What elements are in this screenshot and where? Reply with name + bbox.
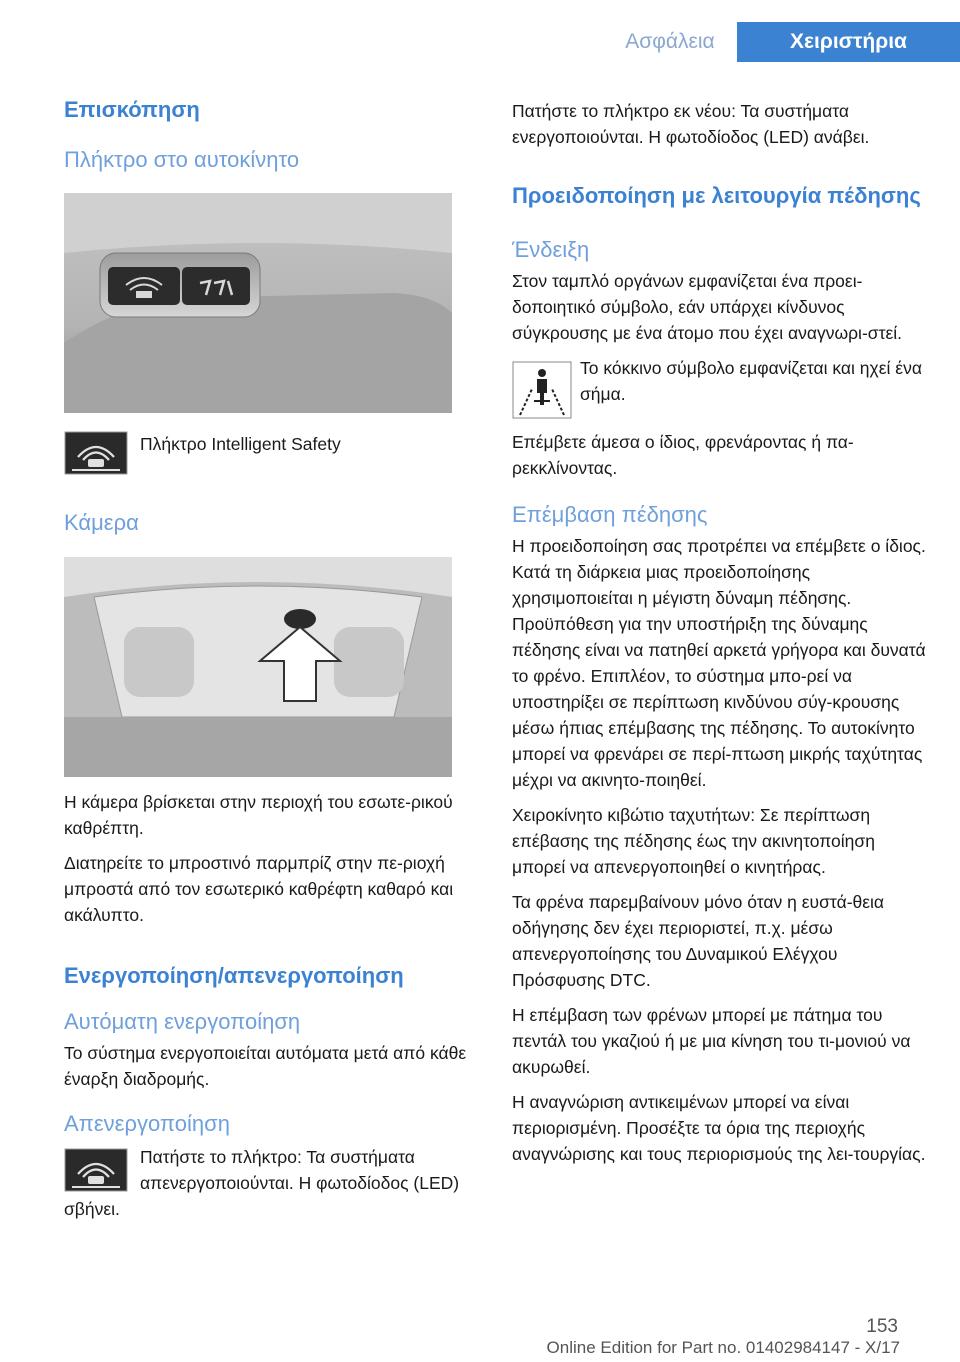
intelligent-safety-button-icon <box>64 431 128 475</box>
red-symbol-row <box>512 355 930 419</box>
activation-heading: Ενεργοποίηση/απενεργοποίηση <box>64 963 404 988</box>
camera-heading: Κάμερα <box>64 510 139 535</box>
pedestrian-warning-icon <box>512 361 572 419</box>
page-number: 153 <box>866 1316 898 1337</box>
overview-heading: Επισκόπηση <box>64 97 200 122</box>
section-tab-controls: Χειριστήρια <box>737 22 960 62</box>
deactivation-block <box>64 1144 484 1222</box>
button-caption-row <box>64 427 484 475</box>
brake-paragraph-3: Τα φρένα παρεμβαίνουν μόνο όταν η ευστά-θεια οδήγησης δεν έχει περιοριστεί, π.χ. μέσω απενεργοποίησης του Δυναμικού Ελέγχου Πρόσφυσης DTC. <box>512 892 885 990</box>
camera-paragraph-2: Διατηρείτε το μπροστινό παρμπρίζ στην πε-ριοχή μπροστά από τον εσωτερικό καθρέφτη καθαρό και ακάλυπτο. <box>64 853 454 925</box>
section-tab-safety: Ασφάλεια <box>625 30 715 53</box>
auto-activation-paragraph: Το σύστημα ενεργοποιείται αυτόματα μετά από κάθε έναρξη διαδρομής. <box>64 1043 467 1089</box>
brake-paragraph-5: Η αναγνώριση αντικειμένων μπορεί να είναι περιορισμένη. Προσέξτε τα όρια της περιοχής αναγνώρισης και τους περιορισμούς της λει-τουργίας. <box>512 1092 926 1164</box>
deactivation-heading: Απενεργοποίηση <box>64 1111 230 1136</box>
warning-braking-heading: Προειδοποίηση με λειτουργία πέδησης <box>512 183 921 208</box>
page-header <box>0 0 960 62</box>
brake-paragraph-2: Χειροκίνητο κιβώτιο ταχυτήτων: Σε περίπτωση επέβασης της πέδησης έως την ακινητοποίηση μπορεί να απενεργοποιηθεί ο κινητήρας. <box>512 805 875 877</box>
indication-heading: Ένδειξη <box>512 237 590 262</box>
button-photo-illustration <box>64 193 452 413</box>
button-in-car-heading: Πλήκτρο στο αυτοκίνητο <box>64 147 300 172</box>
deactivation-text: Πατήστε το πλήκτρο: Τα συστήματα απενεργοποιούνται. Η φωτοδίοδος (LED) σβήνει. <box>64 1147 460 1219</box>
brake-paragraph-1: Η προειδοποίηση σας προτρέπει να επέμβετε ο ίδιος. Κατά τη διάρκεια μιας προειδοποίησης χρησιμοποιείται η μέγιστη δύναμη πέδησης. Προϋπόθεση για την υποστήριξη της δύναμης πέδησης είναι να πατηθεί αρκετά γρήγορα και δυνατά το φρένο. Επιπλέον, το σύστημα μπο-ρεί να υποστηρίξει σε περίπτωση κινδύνου σύγ-κρουσης μέσω ήπιας επέμβασης της πέδησης. Το αυτοκίνητο μπορεί να φρενάρει σε περί-πτωση μικρής ταχύτητας μέχρι να ακινητο-ποιηθεί. <box>512 536 926 790</box>
camera-photo-illustration <box>64 557 452 777</box>
button-caption: Πλήκτρο Intelligent Safety <box>140 434 341 454</box>
right-column <box>512 96 930 1176</box>
edition-note: Online Edition for Part no. 01402984147 - X/17 <box>546 1338 900 1357</box>
camera-photo <box>64 557 452 777</box>
intelligent-safety-button-icon <box>64 1148 128 1192</box>
press-again-paragraph: Πατήστε το πλήκτρο εκ νέου: Τα συστήματα ενεργοποιούνται. Η φωτοδίοδος (LED) ανάβει. <box>512 101 870 147</box>
intervene-paragraph: Επέμβετε άμεσα ο ίδιος, φρενάροντας ή πα-ρεκκλίνοντας. <box>512 432 854 478</box>
brake-paragraph-4: Η επέμβαση των φρένων μπορεί με πάτημα του πεντάλ του γκαζιού ή με μια κίνηση του τι-μονιού να ακυρωθεί. <box>512 1005 911 1077</box>
button-photo <box>64 193 452 413</box>
brake-intervention-heading: Επέμβαση πέδησης <box>512 502 708 527</box>
left-column <box>64 96 484 1231</box>
red-symbol-text: Το κόκκινο σύμβολο εμφανίζεται και ηχεί ένα σήμα. <box>580 358 922 404</box>
indication-paragraph: Στον ταμπλό οργάνων εμφανίζεται ένα προει-δοποιητικό σύμβολο, εάν υπάρχει κίνδυνος σύγκρουσης με ένα άτομο που έχει αναγνωρι-στεί. <box>512 271 903 343</box>
camera-paragraph-1: Η κάμερα βρίσκεται στην περιοχή του εσωτε-ρικού καθρέπτη. <box>64 792 453 838</box>
auto-activation-heading: Αυτόματη ενεργοποίηση <box>64 1009 301 1034</box>
